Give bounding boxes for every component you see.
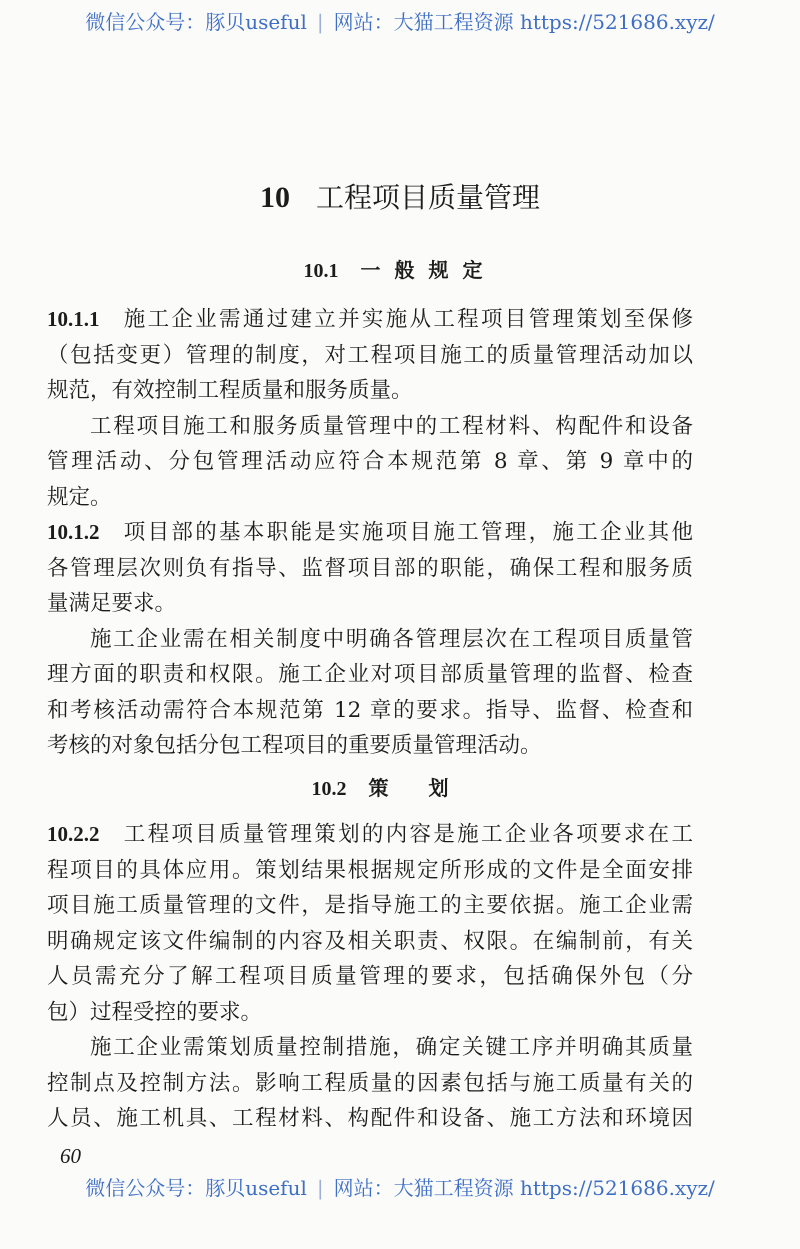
text-line: [47, 515, 693, 551]
text-line: 人员、施工机具、工程材料、构配件和设备、施工方法和环境因: [47, 1106, 693, 1131]
text-line: 理方面的职责和权限。施工企业对项目部质量管理的监督、检查: [47, 662, 693, 687]
watermark-website: 网站：大猫工程资源 https://521686.xyz/: [333, 1176, 715, 1200]
text-line: 各管理层次则负有指导、监督项目部的职能，确保工程和服务质: [47, 555, 693, 581]
section-10-2-body: [47, 817, 693, 1137]
text-line: 管理活动、分包管理活动应符合本规范第 8 章、第 9 章中的: [47, 449, 693, 474]
text-line: 施工企业需在相关制度中明确各管理层次在工程项目质量管: [90, 626, 693, 652]
text-line: 控制点及控制方法。影响工程质量的因素包括与施工质量有关的: [47, 1070, 693, 1096]
watermark-separator: |: [316, 10, 324, 34]
line-text: 施工企业需通过建立并实施从工程项目管理策划至保修: [121, 307, 693, 332]
chapter-title: 工程项目质量管理: [315, 181, 540, 214]
text-line: 量满足要求。: [47, 591, 177, 616]
text-line: 明确规定该文件编制的内容及相关职责、权限。在编制前，有关: [47, 928, 693, 954]
line-text: 项目部的基本职能是实施项目施工管理，施工企业其他: [121, 520, 693, 545]
text-line: [47, 817, 693, 853]
watermark-wechat: 微信公众号：豚贝useful: [85, 10, 307, 34]
section-10-1-body: [47, 302, 693, 764]
section-title: 策划: [368, 776, 489, 800]
clause-number: 10.2.2: [47, 822, 100, 846]
chapter-heading: [0, 176, 800, 216]
page-number: 60: [60, 1144, 81, 1168]
text-line: 考核的对象包括分包工程项目的重要质量管理活动。: [47, 733, 542, 758]
section-title: 一般规定: [360, 258, 497, 282]
watermark-website: 网站：大猫工程资源 https://521686.xyz/: [333, 10, 715, 34]
watermark-separator: |: [316, 1176, 324, 1200]
text-line: 人员需充分了解工程项目质量管理的要求，包括确保外包（分: [47, 964, 693, 989]
watermark-header: [0, 6, 800, 35]
chapter-number: 10: [259, 181, 290, 214]
line-text: 工程项目质量管理策划的内容是施工企业各项要求在工: [121, 822, 693, 847]
section-heading-10-2: [0, 772, 800, 801]
section-heading-10-1: [0, 254, 800, 283]
section-number: 10.2: [311, 778, 347, 800]
text-line: 施工企业需策划质量控制措施，确定关键工序并明确其质量: [90, 1035, 693, 1060]
text-line: 程项目的具体应用。策划结果根据规定所形成的文件是全面安排: [47, 857, 693, 883]
watermark-wechat: 微信公众号：豚贝useful: [85, 1176, 307, 1200]
text-line: 和考核活动需符合本规范第 12 章的要求。指导、监督、检查和: [47, 697, 693, 723]
text-line: 规定。: [47, 484, 112, 510]
clause-number: 10.1.2: [47, 520, 100, 544]
text-line: 工程项目施工和服务质量管理中的工程材料、构配件和设备: [90, 413, 693, 439]
text-line: 项目施工质量管理的文件，是指导施工的主要依据。施工企业需: [47, 893, 693, 918]
watermark-footer: [0, 1172, 800, 1201]
section-number: 10.1: [303, 260, 339, 282]
text-line: 规范，有效控制工程质量和服务质量。: [47, 378, 413, 403]
text-line: （包括变更）管理的制度，对工程项目施工的质量管理活动加以: [47, 342, 693, 368]
clause-number: 10.1.1: [47, 307, 100, 331]
text-line: [47, 302, 693, 338]
text-line: 包）过程受控的要求。: [47, 999, 263, 1025]
